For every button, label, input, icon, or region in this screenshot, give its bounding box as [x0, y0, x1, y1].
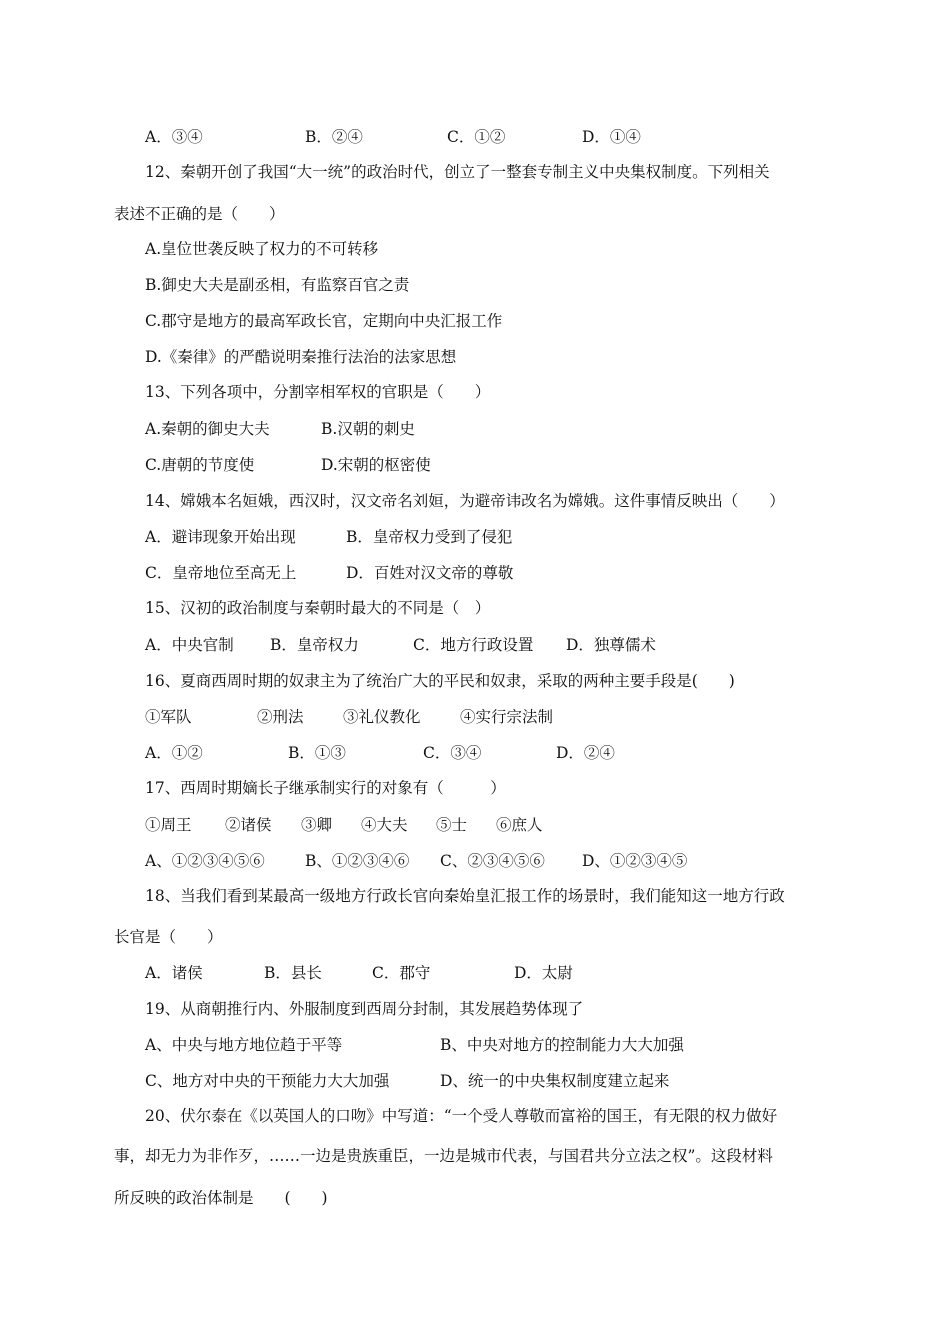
q19-option-a: A、中央与地方地位趋于平等	[145, 1036, 343, 1054]
q12-stem-line2: 表述不正确的是（ ）	[114, 205, 285, 223]
q16-stem: 16、夏商西周时期的奴隶主为了统治广大的平民和奴隶，采取的两种主要手段是( )	[145, 672, 735, 690]
q18-stem-line2: 长官是（ ）	[114, 928, 223, 946]
q16-item-3: ③礼仪教化	[343, 708, 421, 726]
q13-stem: 13、下列各项中，分割宰相军权的官职是（ ）	[145, 383, 491, 401]
q17-option-a: A、①②③④⑤⑥	[145, 852, 265, 870]
q16-option-a: A．①②	[145, 744, 203, 762]
q17-item-6: ⑥庶人	[496, 816, 543, 834]
q12-stem-line1: 12、秦朝开创了我国“大一统”的政治时代，创立了一整套专制主义中央集权制度。下列相关	[145, 163, 770, 181]
q19-stem: 19、从商朝推行内、外服制度到西周分封制，其发展趋势体现了	[145, 1000, 584, 1018]
q12-option-c: C.郡守是地方的最高军政长官，定期向中央汇报工作	[145, 312, 503, 330]
q13-option-a: A.秦朝的御史大夫	[145, 420, 270, 438]
q19-option-b: B、中央对地方的控制能力大大加强	[440, 1036, 684, 1054]
q16-item-2: ②刑法	[257, 708, 304, 726]
q17-item-1: ①周王	[145, 816, 192, 834]
q14-option-b: B．皇帝权力受到了侵犯	[346, 528, 513, 546]
q16-option-b: B．①③	[288, 744, 346, 762]
q19-option-c: C、地方对中央的干预能力大大加强	[145, 1072, 390, 1090]
q16-item-1: ①军队	[145, 708, 192, 726]
q15-option-c: C．地方行政设置	[413, 636, 534, 654]
q15-option-a: A．中央官制	[145, 636, 234, 654]
q14-option-c: C．皇帝地位至高无上	[145, 564, 297, 582]
q15-option-d: D．独尊儒术	[566, 636, 656, 654]
q18-option-a: A．诸侯	[145, 964, 203, 982]
q20-stem-line3: 所反映的政治体制是 ( )	[114, 1189, 328, 1207]
q20-stem-line1: 20、伏尔泰在《以英国人的口吻》中写道：“一个受人尊敬而富裕的国王，有无限的权力做好	[145, 1107, 778, 1125]
q17-item-4: ④大夫	[361, 816, 408, 834]
q20-stem-line2: 事，却无力为非作歹，……一边是贵族重臣，一边是城市代表，与国君共分立法之权”。这段材料	[114, 1147, 773, 1165]
q14-option-d: D．百姓对汉文帝的尊敬	[346, 564, 514, 582]
q14-stem: 14、嫦娥本名姮娥，西汉时，汉文帝名刘姮，为避帝讳改名为嫦娥。这件事情反映出（ ）	[145, 492, 785, 510]
q17-option-c: C、②③④⑤⑥	[440, 852, 545, 870]
q13-option-b: B.汉朝的刺史	[321, 420, 415, 438]
q18-option-d: D．太尉	[514, 964, 573, 982]
q13-option-d: D.宋朝的枢密使	[321, 456, 431, 474]
q17-option-d: D、①②③④⑤	[582, 852, 688, 870]
q14-option-a: A．避讳现象开始出现	[145, 528, 296, 546]
q12-option-a: A.皇位世袭反映了权力的不可转移	[145, 240, 379, 258]
q17-option-b: B、①②③④⑥	[305, 852, 410, 870]
q11-option-d: D．①④	[582, 128, 641, 146]
q16-item-4: ④实行宗法制	[460, 708, 554, 726]
q11-option-b: B．②④	[305, 128, 363, 146]
q18-option-b: B．县长	[264, 964, 322, 982]
q11-option-a: A．③④	[145, 128, 203, 146]
q15-stem: 15、汉初的政治制度与秦朝时最大的不同是（ ）	[145, 599, 491, 617]
q11-option-c: C．①②	[447, 128, 506, 146]
q16-option-d: D．②④	[556, 744, 615, 762]
q17-item-5: ⑤士	[436, 816, 468, 834]
q17-item-3: ③卿	[301, 816, 333, 834]
q12-option-b: B.御史大夫是副丞相，有监察百官之责	[145, 276, 410, 294]
q12-option-d: D.《秦律》的严酷说明秦推行法治的法家思想	[145, 348, 457, 366]
q15-option-b: B．皇帝权力	[270, 636, 359, 654]
q17-stem: 17、西周时期嫡长子继承制实行的对象有（ ）	[145, 779, 506, 797]
q16-option-c: C．③④	[423, 744, 482, 762]
q19-option-d: D、统一的中央集权制度建立起来	[440, 1072, 670, 1090]
q17-item-2: ②诸侯	[225, 816, 272, 834]
q18-stem-line1: 18、当我们看到某最高一级地方行政长官向秦始皇汇报工作的场景时，我们能知这一地方行政	[145, 887, 785, 905]
q13-option-c: C.唐朝的节度使	[145, 456, 255, 474]
q18-option-c: C．郡守	[372, 964, 431, 982]
